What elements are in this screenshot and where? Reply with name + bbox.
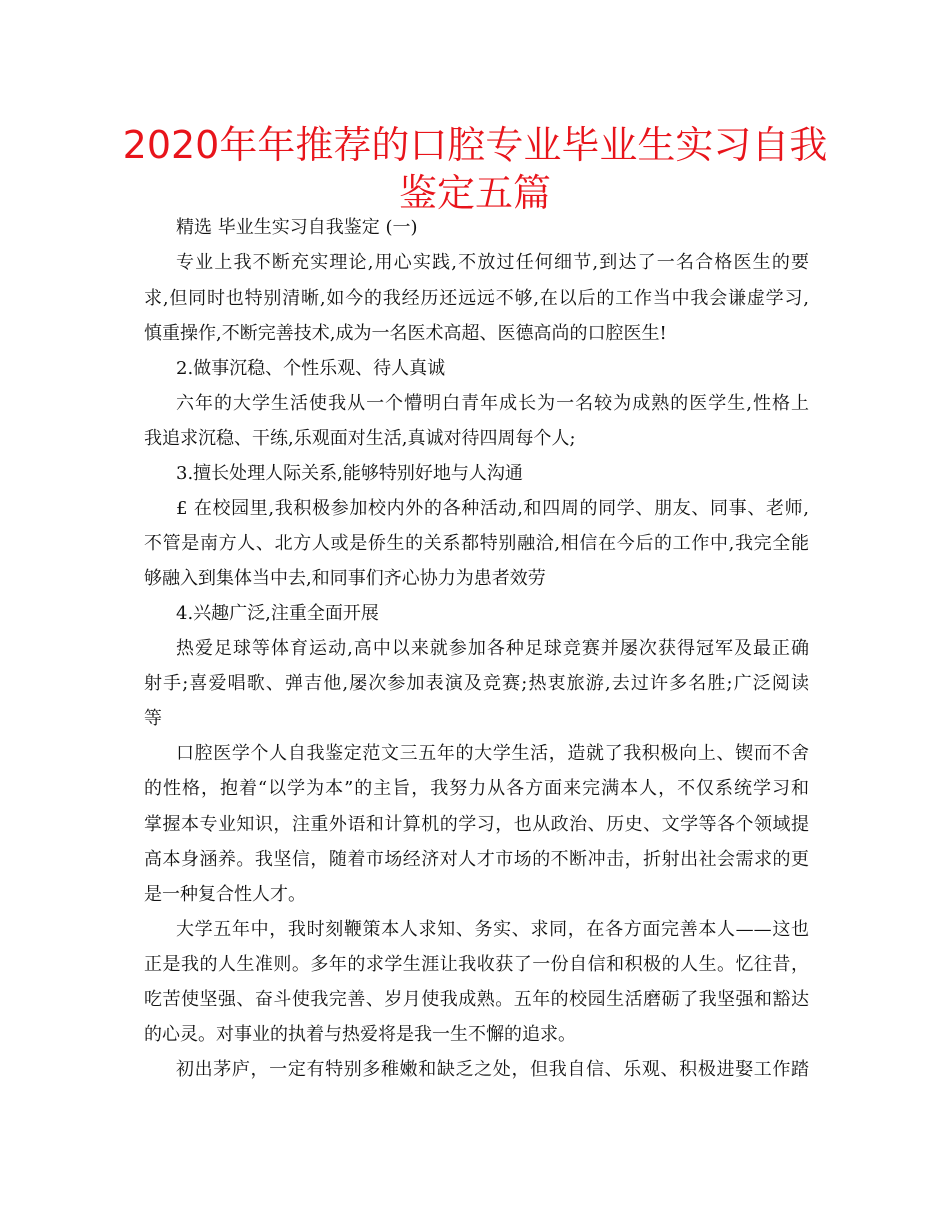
section-heading: 精选 毕业生实习自我鉴定 (一)	[176, 217, 418, 238]
section-heading: 2.做事沉稳、个性乐观、待人真诚	[176, 358, 446, 379]
paragraph-line: 热爱足球等体育运动,高中以来就参加各种足球竞赛并屡次获得冠军及最正确	[176, 638, 809, 659]
section-heading: 4.兴趣广泛,注重全面开展	[176, 603, 379, 624]
paragraph-line: 六年的大学生活使我从一个懵明白青年成长为一名较为成熟的医学生,性格上	[176, 393, 809, 414]
paragraph-line: 射手;喜爱唱歌、弹吉他,屡次参加表演及竞赛;热衷旅游,去过许多名胜;广泛阅读	[144, 673, 809, 694]
paragraph-line: 专业上我不断充实理论,用心实践,不放过任何细节,到达了一名合格医生的要	[176, 252, 809, 273]
paragraph-line: 慎重操作,不断完善技术,成为一名医术高超、医德高尚的口腔医生!	[144, 323, 667, 344]
paragraph-line: 求,但同时也特别清晰,如今的我经历还远远不够,在以后的工作当中我会谦虚学习,	[144, 288, 809, 309]
paragraph-line: 大学五年中，我时刻鞭策本人求知、务实、求同，在各方面完善本人——这也	[176, 919, 809, 940]
paragraph-line: 够融入到集体当中去,和同事们齐心协力为患者效劳	[144, 568, 546, 589]
section-heading: 3.擅长处理人际关系,能够特别好地与人沟通	[176, 463, 523, 484]
paragraph-line: 口腔医学个人自我鉴定范文三五年的大学生活，造就了我积极向上、锲而不舍	[176, 743, 809, 764]
paragraph-line: 我追求沉稳、干练,乐观面对生活,真诚对待四周每个人;	[144, 428, 576, 449]
paragraph-line: 不管是南方人、北方人或是侨生的关系都特别融洽,相信在今后的工作中,我完全能	[144, 533, 809, 554]
paragraph-line: 吃苦使坚强、奋斗使我完善、岁月使我成熟。五年的校园生活磨砺了我坚强和豁达	[144, 989, 809, 1010]
paragraph-line: 掌握本专业知识，注重外语和计算机的学习，也从政治、历史、文学等各个领域提	[144, 814, 809, 835]
paragraph-line: 的性格，抱着“以学为本”的主旨，我努力从各方面来完满本人，不仅系统学习和	[144, 778, 809, 799]
paragraph-line: 初出茅庐，一定有特别多稚嫩和缺乏之处，但我自信、乐观、积极进娶工作踏	[176, 1059, 809, 1080]
paragraph-line: £ 在校园里,我积极参加校内外的各种活动,和四周的同学、朋友、同事、老师,	[176, 498, 809, 519]
paragraph-line: 等	[144, 708, 162, 729]
paragraph-line: 正是我的人生准则。多年的求学生涯让我收获了一份自信和积极的人生。忆往昔，	[144, 954, 809, 975]
paragraph-line: 高本身涵养。我坚信，随着市场经济对人才市场的不断冲击，折射出社会需求的更	[144, 849, 809, 870]
document-title-line-2: 鉴定五篇	[398, 171, 551, 215]
paragraph-line: 是一种复合性人才。	[144, 884, 306, 905]
document-title-line-1: 2020年年推荐的口腔专业毕业生实习自我	[122, 123, 828, 167]
paragraph-line: 的心灵。对事业的执着与热爱将是我一生不懈的追求。	[144, 1024, 576, 1045]
